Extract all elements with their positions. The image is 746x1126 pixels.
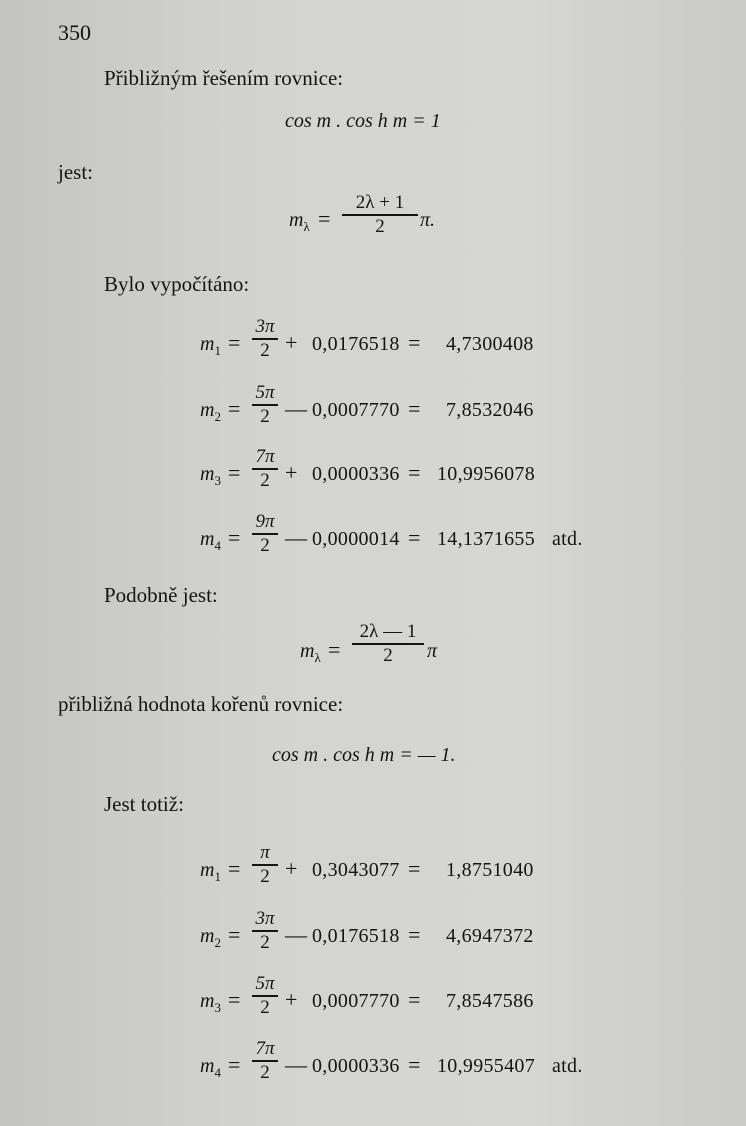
equation-cos-cosh-1: cos m . cos h m = 1: [285, 110, 441, 132]
row-eq-sign-2: =: [408, 856, 421, 881]
row-numerator: 5π: [255, 973, 275, 994]
row-fraction: [252, 382, 278, 428]
row-term: 0,0000336: [312, 1055, 400, 1077]
row-eq-sign: =: [228, 856, 241, 881]
row-denominator: 2: [260, 931, 270, 953]
row-eq-sign-2: =: [408, 330, 421, 355]
row-operator: +: [285, 330, 298, 355]
row-term: 0,3043077: [312, 859, 400, 881]
row-numerator: 3π: [255, 316, 275, 337]
row-numerator: 3π: [255, 908, 275, 929]
row-eq-sign-2: =: [408, 525, 421, 550]
formula2-numerator: 2λ — 1: [359, 621, 417, 642]
row-operator: —: [285, 396, 307, 421]
row-denominator: 2: [260, 1061, 270, 1083]
row-numerator: 9π: [255, 511, 275, 532]
row-eq-sign-2: =: [408, 922, 421, 947]
row-term: 0,0007770: [312, 990, 400, 1012]
formula2-suffix: π: [427, 640, 438, 662]
jest-label: jest:: [58, 160, 93, 184]
row-fraction: [252, 511, 278, 557]
row-operator: +: [285, 856, 298, 881]
row-term: 0,0007770: [312, 399, 400, 421]
row-eq-sign: =: [228, 987, 241, 1012]
row-eq-sign-2: =: [408, 460, 421, 485]
row-result: 7,8532046: [446, 399, 534, 421]
row-lhs: $m_2$: [200, 399, 221, 424]
row-result: 7,8547586: [446, 990, 534, 1012]
row-numerator: π: [260, 842, 270, 863]
row-operator: +: [285, 987, 298, 1012]
row-fraction: [252, 973, 278, 1019]
formula2-denominator: 2: [383, 644, 393, 666]
formula1-eq: =: [318, 206, 331, 231]
row-result: 10,9956078: [437, 463, 535, 485]
equation-cos-cosh-minus1: cos m . cos h m = — 1.: [272, 744, 456, 766]
row-denominator: 2: [260, 996, 270, 1018]
row-numerator: 7π: [255, 1038, 275, 1059]
row-eq-sign-2: =: [408, 987, 421, 1012]
row-term: 0,0000014: [312, 528, 400, 550]
namely-label: Jest totiž:: [104, 792, 184, 816]
row-lhs: $m_1$: [200, 333, 221, 358]
formula1-fraction: [342, 192, 418, 238]
row-eq-sign: =: [228, 330, 241, 355]
row-term: 0,0176518: [312, 333, 400, 355]
row-denominator: 2: [260, 534, 270, 556]
page-number: 350: [58, 20, 91, 45]
row-eq-sign: =: [228, 922, 241, 947]
row-fraction: [252, 908, 278, 954]
row-eq-sign-2: =: [408, 1052, 421, 1077]
row-operator: —: [285, 525, 307, 550]
row-result: 4,7300408: [446, 333, 534, 355]
row-lhs: $m_4$: [200, 1055, 221, 1080]
similarly-label: Podobně jest:: [104, 583, 218, 607]
formula2-lhs: $m_\lambda$: [300, 640, 321, 665]
row-term: 0,0176518: [312, 925, 400, 947]
row-lhs: $m_4$: [200, 528, 221, 553]
row-result: 1,8751040: [446, 859, 534, 881]
row-lhs: $m_2$: [200, 925, 221, 950]
row-lhs: $m_1$: [200, 859, 221, 884]
row-result: 10,9955407: [437, 1055, 535, 1077]
row-numerator: 7π: [255, 446, 275, 467]
row-eq-sign-2: =: [408, 396, 421, 421]
row-eq-sign: =: [228, 1052, 241, 1077]
row-fraction: [252, 446, 278, 492]
intro-text: Přibližným řešením rovnice:: [104, 66, 344, 90]
formula1-numerator: 2λ + 1: [355, 192, 405, 213]
row-operator: —: [285, 922, 307, 947]
computed-label: Bylo vypočítáno:: [104, 272, 250, 296]
formula2-fraction: [352, 621, 424, 667]
row-numerator: 5π: [255, 382, 275, 403]
row-lhs: $m_3$: [200, 990, 221, 1015]
formula2-eq: =: [328, 637, 341, 662]
row-tail: atd.: [552, 528, 583, 550]
row-eq-sign: =: [228, 525, 241, 550]
row-result: 14,1371655: [437, 528, 535, 550]
row-denominator: 2: [260, 469, 270, 491]
row-tail: atd.: [552, 1055, 583, 1077]
row-denominator: 2: [260, 339, 270, 361]
row-fraction: [252, 1038, 278, 1084]
row-result: 4,6947372: [446, 925, 534, 947]
formula1-lhs: $m_\lambda$: [289, 209, 310, 234]
formula1-suffix: π.: [420, 209, 436, 231]
approx-text: přibližná hodnota kořenů rovnice:: [58, 692, 344, 716]
row-term: 0,0000336: [312, 463, 400, 485]
row-lhs: $m_3$: [200, 463, 221, 488]
row-denominator: 2: [260, 865, 270, 887]
row-denominator: 2: [260, 405, 270, 427]
row-eq-sign: =: [228, 396, 241, 421]
formula1-denominator: 2: [375, 215, 385, 237]
row-operator: +: [285, 460, 298, 485]
row-fraction: [252, 842, 278, 888]
row-fraction: [252, 316, 278, 362]
row-operator: —: [285, 1052, 307, 1077]
row-eq-sign: =: [228, 460, 241, 485]
